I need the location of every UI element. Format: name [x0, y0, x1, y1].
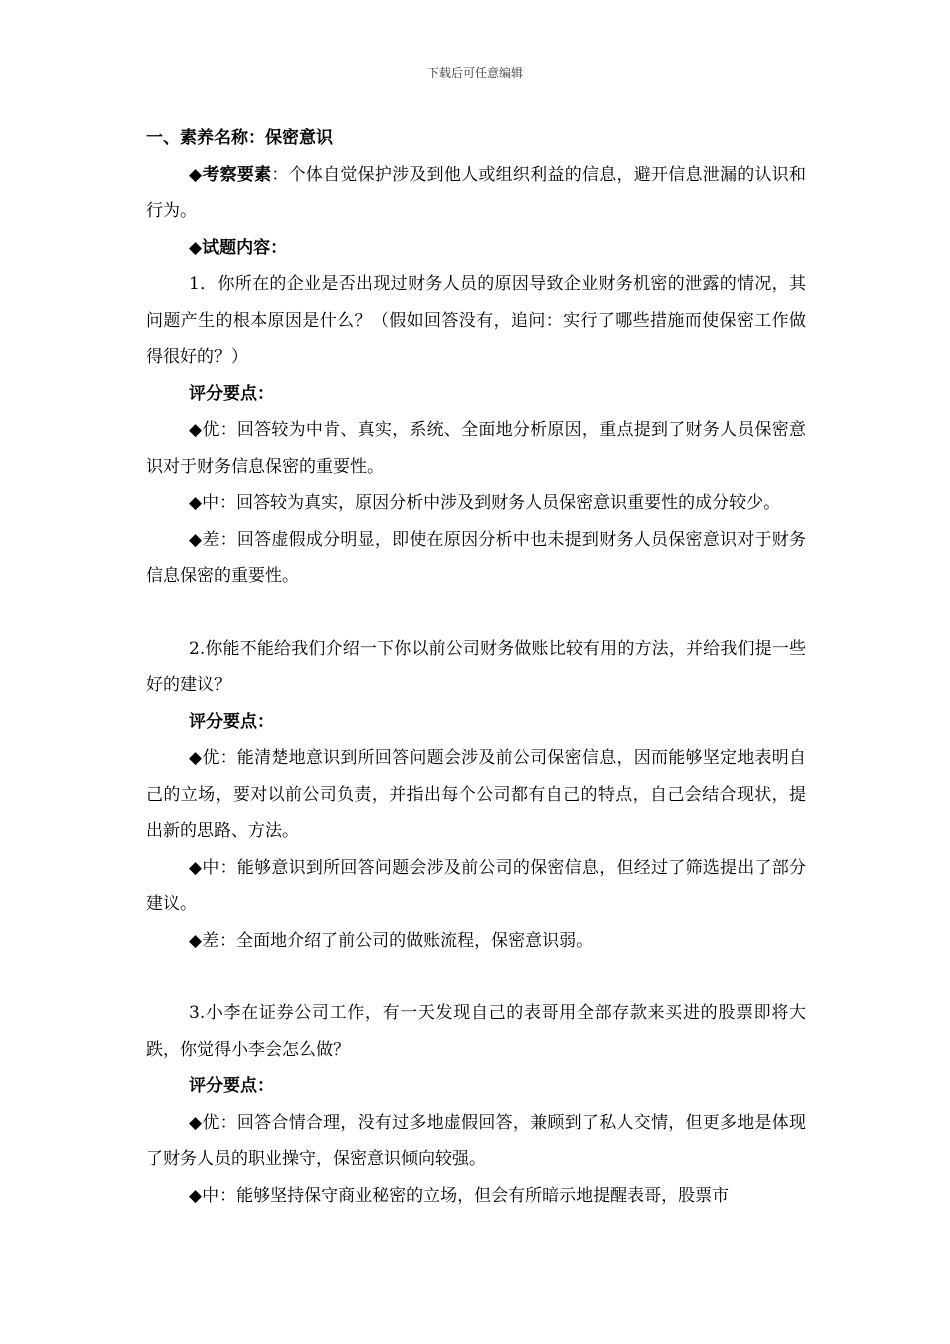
spacer: [146, 595, 806, 631]
question-1: 1．你所在的企业是否出现过财务人员的原因导致企业财务机密的泄露的情况，其问题产生的根本原因是什么？（假如回答没有，追问：实行了哪些措施而使保密工作做得很好的？）: [146, 274, 806, 367]
score-good-2: ◆优：能清楚地意识到所回答问题会涉及前公司保密信息，因而能够坚定地表明自己的立场，要对以前公司负责，并指出每个公司都有自己的特点，自己会结合现状，提出新的思路、方法。: [146, 748, 806, 841]
question-2: 2.你能不能给我们介绍一下你以前公司财务做账比较有用的方法，并给我们提一些好的建议？: [146, 638, 806, 695]
scoring-label-3: 评分要点：: [189, 1076, 274, 1096]
page-header: 下载后可任意编辑: [426, 66, 523, 80]
element-paragraph: [146, 157, 806, 230]
element-text: ：个体自觉保护涉及到他人或组织利益的信息，避开信息泄漏的认识和行为。: [146, 164, 807, 221]
scoring-label-1: 评分要点：: [189, 383, 274, 404]
score-mid-2: ◆中：能够意识到所回答问题会涉及前公司的保密信息，但经过了筛选提出了部分建议。: [146, 857, 806, 914]
section-title: 一、素养名称：保密意识: [146, 128, 333, 148]
document-body: [146, 120, 806, 1214]
content-label: ◆试题内容：: [189, 237, 288, 258]
scoring-label-2: 评分要点：: [189, 711, 274, 732]
spacer: [146, 959, 806, 995]
score-mid-3: ◆中：能够坚持保守商业秘密的立场，但会有所暗示地提醒表哥，股票市: [189, 1185, 730, 1206]
question-3: 3.小李在证券公司工作，有一天发现自己的表哥用全部存款来买进的股票即将大跌，你觉得小李会怎么做？: [146, 1003, 806, 1060]
score-poor-2: ◆差：全面地介绍了前公司的做账流程，保密意识弱。: [189, 930, 594, 951]
score-mid-1: ◆中：回答较为真实，原因分析中涉及到财务人员保密意识重要性的成分较少。: [189, 493, 781, 513]
element-label: ◆考察要素: [189, 164, 272, 185]
score-poor-1: ◆差：回答虚假成分明显，即使在原因分析中也未提到财务人员保密意识对于财务信息保密的重要性。: [146, 529, 806, 586]
score-good-1: ◆优：回答较为中肯、真实，系统、全面地分析原因，重点提到了财务人员保密意识对于财务信息保密的重要性。: [146, 420, 806, 477]
score-good-3: ◆优：回答合情合理，没有过多地虚假回答，兼顾到了私人交情，但更多地是体现了财务人员的职业操守，保密意识倾向较强。: [146, 1112, 806, 1169]
